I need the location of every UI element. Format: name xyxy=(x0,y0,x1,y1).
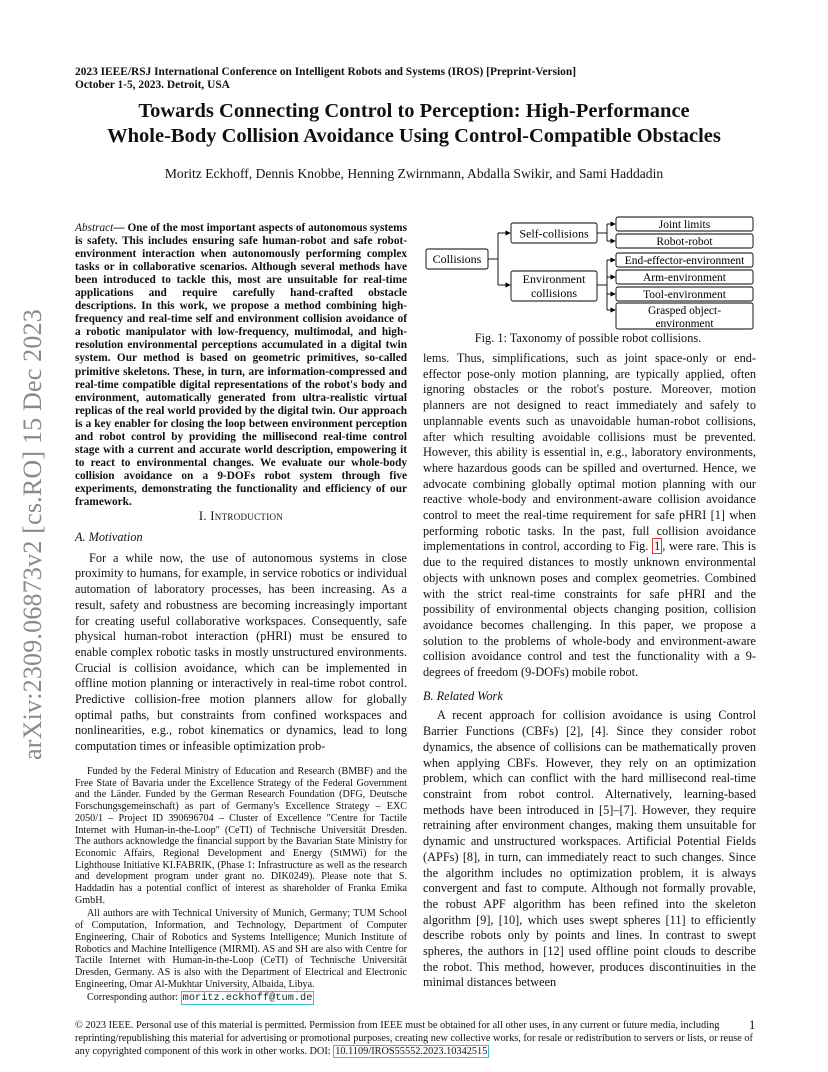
related-work-paragraph: A recent approach for collision avoidance is using Control Barrier Functions (CBFs) [2], [4]. Since they consider robot dynamics, the absence of collisions can be mathematically proven when applying CBFs. However, they rely on an optimization problem, which can conflict with the hard millisecond real-time constraint from robot control. Alternatively, learning-based methods have been introduced in [5]–[7]. However, they require retraining after environment changes, making them unsuitable for dynamic and unstructured workspaces. Artificial Potential Fields (APFs) [8], in turn, can immediately react to such changes. Since the algorithm includes no optimization problem, it is always convergent and fast to compute. Although not formally provable, the robust APF algorithm has been refined into the skeleton algorithm [9], [10], which uses swept spheres [11] to efficiently describe robots only by points and lines. In contrast to swept spheres, the authors in [12] used offline point clouds to describe the robot. This method, however, produces discontinuities in the minimal distances between xyxy=(423,708,756,990)
title-line-1: Towards Connecting Control to Perception: High-Performance xyxy=(138,100,690,122)
node-self-collisions-label: Self-collisions xyxy=(519,226,589,241)
subsection-heading-motivation: A. Motivation xyxy=(75,530,143,544)
leaf-grasped-label-line2: environment xyxy=(655,318,714,330)
footnotes xyxy=(75,766,407,1007)
copyright-text: © 2023 IEEE. Personal use of this material is permitted. Permission from IEEE must be obtained for all other uses, in any current or future media, including reprinting/republishing this material for advertising or promotional purposes, creating new collective works, for resale or redistribution to servers or lists, or reuse of any copyrighted component of this work in other works. DOI: xyxy=(75,1020,753,1057)
author-email-link[interactable]: moritz.eckhoff@tum.de xyxy=(182,992,313,1005)
section-heading-introduction xyxy=(75,509,407,524)
subsection-heading-related-work: B. Related Work xyxy=(423,688,503,703)
abstract-text: — One of the most important aspects of autonomous systems is safety. This includes ensuring safe human-robot and safe robot-environment interaction when autonomously performing complex tasks or in collaborative scenarios. Although several methods have been introduced to tackle this, most are unsuitable for real-time applications and require carefully hand-crafted obstacle descriptions. In this work, we propose a method combining high-frequency and real-time self and environment collision avoidance of a robotic manipulator with low-frequency, multimodal, and high-resolution environmental perceptions accumulated in a digital twin system. Our method is based on geometric primitives, so-called primitive skeletons. These, in turn, are information-compressed and real-time compatible digital representations of the robot's body and environment, automatically generated from ultra-realistic virtual replicas of the real world provided by the digital twin. Our approach is a key enabler for closing the loop between environment perception and robot control by providing the millisecond real-time control stage with a current and accurate world description, empowering it to react to environmental changes. We evaluate our whole-body collision avoidance on a 9-DOFs robot system through five experiments, demonstrating the functionality and efficiency of our framework. xyxy=(75,222,407,508)
abstract-label: Abstract xyxy=(75,222,114,234)
section-heading-text: I. Introduction xyxy=(198,509,284,523)
leaf-grasped-label-line1: Grasped object- xyxy=(647,305,722,317)
doi-link[interactable]: 10.1109/IROS55552.2023.10342515 xyxy=(335,1046,488,1057)
figure-reference-link[interactable]: 1 xyxy=(654,539,661,554)
leaf-tool-environment-label: Tool-environment xyxy=(643,289,726,301)
copyright-notice xyxy=(75,1019,765,1058)
motivation-continued-text-2: , were rare. This is due to the required distances to mostly unknown environmental objects with unknown poses and complex geometries. Combined with the strict real-time constraints for safe pHRI and the possibility of environmental objects changing position, collision avoidance becomes challenging. In this paper, we propose a solution to the problems of whole-body and environment-aware collision avoidance control and test the functionality with a 9-degrees of freedom (9-DOFs) mobile robot. xyxy=(423,539,756,680)
leaf-end-effector-label: End-effector-environment xyxy=(624,255,745,267)
figure-caption: Fig. 1: Taxonomy of possible robot collisions. xyxy=(474,331,702,345)
node-environment-label-line1: Environment xyxy=(522,272,586,286)
motivation-paragraph: For a while now, the use of autonomous systems in close proximity to humans, for example, in service robotics or individual automation of laboratory processes, has been increasing. As a result, safety and robustness are becoming increasingly important for creating useful collaborative workspaces. Consequently, safe physical human-robot interaction (pHRI) must be ensured to enable complex robotic tasks in mostly unstructured environments. Crucial is collision avoidance, which can be implemented in offline motion planning or interactively in real-time robot control. Predictive collision-free motion planners allow for globally optimal paths, but constraints from confined workspaces and nonlinearities, e.g., robot kinematics or dynamics, lead to long computation times or infeasible optimization prob- xyxy=(75,550,407,754)
abstract xyxy=(75,222,407,509)
motivation-section xyxy=(75,530,407,755)
motivation-continued-paragraph xyxy=(423,351,756,681)
affiliation-footnote: All authors are with Technical University of Munich, Germany; TUM School of Computation, Information, and Technology, Department of Computer Engineering, Chair of Robotics and Systems Intelligence; Munich Institute of Robotics and Machine Intelligence (MIRMI). AS and SH are also with Centre for Tactile Internet with Human-in-the-Loop (CeTI) of Technische Universität Dresden, Germany. AS is also with the Department of Electrical and Electronic Engineering, Omar Al-Mukhtar University, Albaida, Libya. xyxy=(75,908,407,990)
conference-line-1: 2023 IEEE/RSJ International Conference on Intelligent Robots and Systems (IROS) [Preprint-Version] xyxy=(75,66,576,78)
page-number: 1 xyxy=(749,1018,756,1032)
paper-title xyxy=(40,99,788,148)
corresponding-label: Corresponding author: xyxy=(87,992,179,1004)
conference-header xyxy=(75,66,635,92)
right-column xyxy=(423,351,756,991)
leaf-arm-environment-label: Arm-environment xyxy=(642,272,727,284)
author-list: Moritz Eckhoff, Dennis Knobbe, Henning Zwirnmann, Abdalla Swikir, and Sami Haddadin xyxy=(164,166,664,181)
motivation-continued-text: lems. Thus, simplifications, such as joint space-only or end-effector pose-only motion planning, are typically applied, often ignoring obstacles or the robot's posture. Moreover, motion planners are not designed to react immediately and safely to unplannable events such as unavoidable human-robot collisions, after which resulting avoidable collisions must be prevented. However, this ability is essential in, e.g., laboratory environments, where hazardous goods can be spilled and overturned. Hence, we advocate combining globally optimal motion planning with our reactive whole-body and environment-aware collision avoidance control to meet the real-time requirement for safe pHRI [1] when performing robotic tasks. In the past, full collision avoidance implementations in control, according to Fig. xyxy=(423,351,756,554)
leaf-joint-limits-label: Joint limits xyxy=(658,219,711,231)
conference-line-2: October 1-5, 2023. Detroit, USA xyxy=(75,79,230,91)
leaf-robot-robot-label: Robot-robot xyxy=(656,236,713,248)
corresponding-author xyxy=(75,992,407,1005)
node-collisions-label: Collisions xyxy=(432,252,482,266)
arxiv-stamp: arXiv:2309.06873v2 [cs.RO] 15 Dec 2023 xyxy=(18,309,47,760)
title-line-2: Whole-Body Collision Avoidance Using Control-Compatible Obstacles xyxy=(107,124,721,147)
funding-footnote: Funded by the Federal Ministry of Education and Research (BMBF) and the Free State of Bavaria under the Excellence Strategy of the Federal Government and the Länder. Funded by the German Research Foundation (DFG, Deutsche Forschungsgemeinschaft) as part of Germany's Excellence Strategy – EXC 2050/1 – Project ID 390696704 – Cluster of Excellence "Centre for Tactile Internet with Human-in-the-Loop" (CeTI) of Technische Universität Dresden. The authors acknowledge the financial support by the Bavarian State Ministry for Economic Affairs, Regional Development and Energy (StMWi) for the Lighthouse Initiative KI.FABRIK, (Phase 1: Infrastructure as well as the research and development program under grant no. DIK0249). Please note that S. Haddadin has a potential conflict of interest as shareholder of Franka Emika GmbH. xyxy=(75,766,407,906)
taxonomy-diagram xyxy=(423,212,758,332)
node-environment-label-line2: collisions xyxy=(530,286,578,300)
